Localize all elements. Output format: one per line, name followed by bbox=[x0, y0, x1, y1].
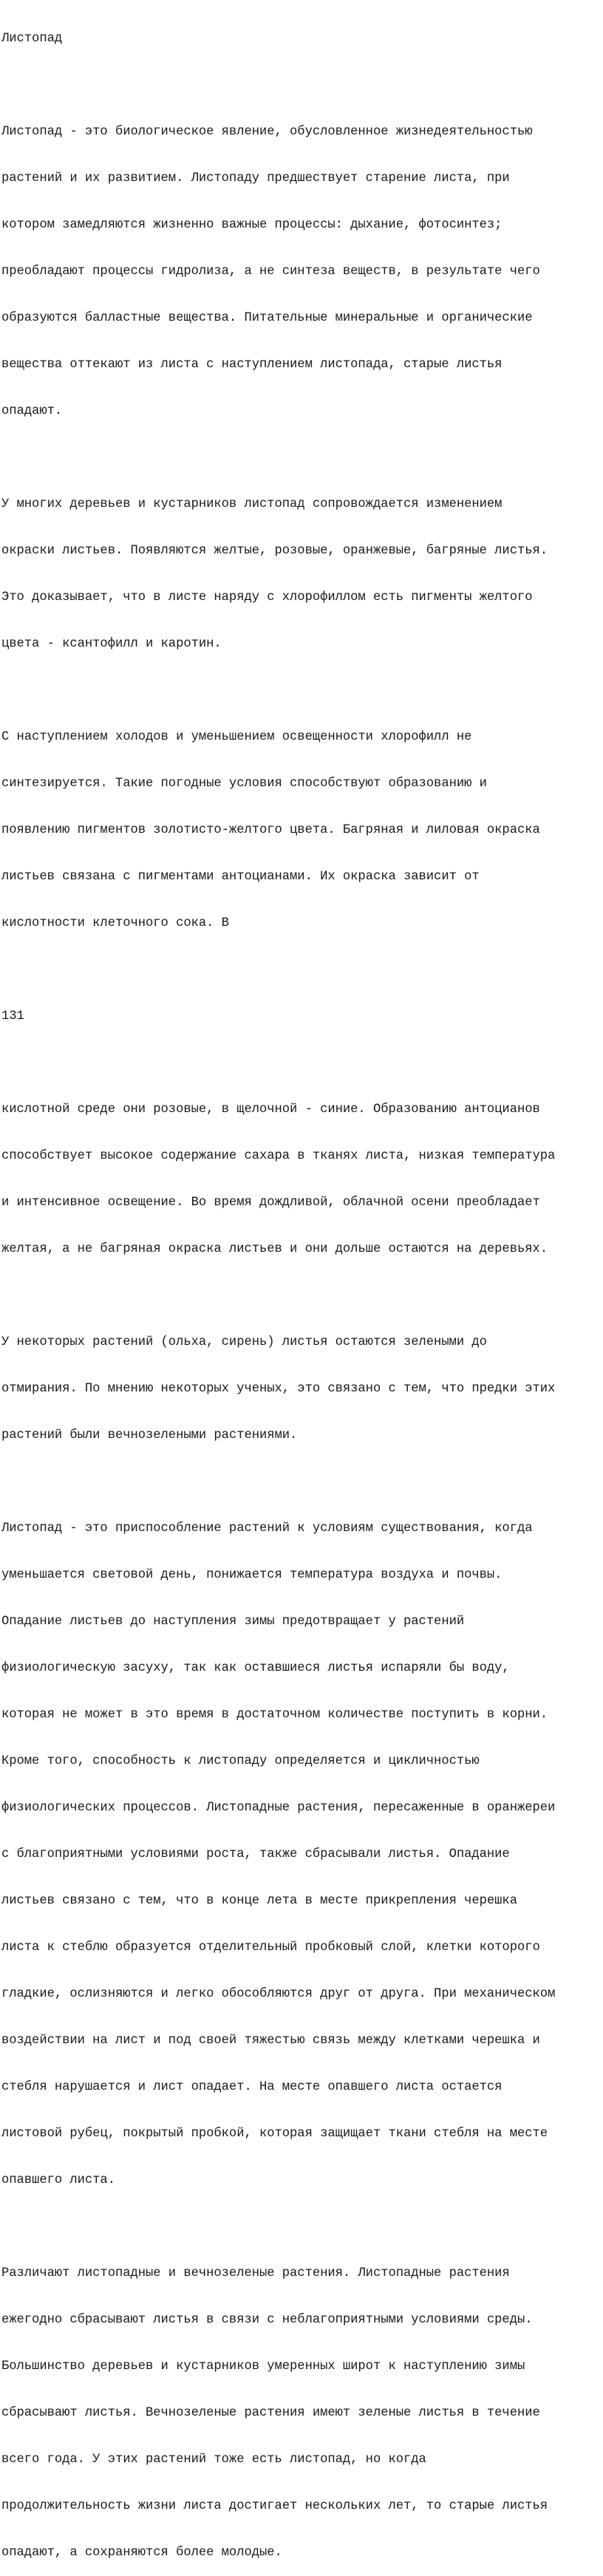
blank-line bbox=[1, 1055, 602, 1071]
text-line: Различают листопадные и вечнозеленые растения. Листопадные растения bbox=[1, 2266, 510, 2280]
text-line: Листопад - это приспособление растений к условиям существования, когда bbox=[1, 1522, 533, 1536]
text-line: окраски листьев. Появляются желтые, розовые, оранжевые, багряные листья. bbox=[1, 544, 548, 558]
text-line: Большинство деревьев и кустарников умеренных широт к наступлению зимы bbox=[1, 2359, 525, 2374]
text-line: кислотности клеточного сока. В bbox=[1, 916, 229, 930]
text-line: способствует высокое содержание сахара в тканях листа, низкая температура bbox=[1, 1149, 556, 1163]
text-line: растений были вечнозелеными растениями. bbox=[1, 1428, 298, 1442]
text-line: желтая, а не багряная окраска листьев и они дольше остаются на деревьях. bbox=[1, 1242, 548, 1256]
text-line: Опадание листьев до наступления зимы предотвращает у растений bbox=[1, 1615, 465, 1629]
text-line: кислотной среде они розовые, в щелочной - синие. Образованию антоцианов bbox=[1, 1103, 540, 1117]
text-line: цвета - ксантофилл и каротин. bbox=[1, 637, 222, 651]
text-line: листьев связано с тем, что в конце лета в месте прикрепления черешка bbox=[1, 1894, 517, 1908]
blank-line bbox=[1, 1288, 602, 1304]
text-line: с благоприятными условиями роста, также сбрасывали листья. Опадание bbox=[1, 1847, 510, 1861]
text-line: Это доказывает, что в листе наряду с хлорофиллом есть пигменты желтого bbox=[1, 590, 533, 604]
text-line: опадают. bbox=[1, 404, 63, 418]
blank-line bbox=[1, 2219, 602, 2235]
text-line: отмирания. По мнению некоторых ученых, это связано с тем, что предки этих bbox=[1, 1382, 556, 1396]
blank-line bbox=[1, 1474, 602, 1490]
text-line: которая не может в это время в достаточном количестве поступить в корни. bbox=[1, 1708, 548, 1722]
blank-line bbox=[1, 78, 602, 93]
text-line: Кроме того, способность к листопаду определяется и цикличностью bbox=[1, 1754, 480, 1768]
text-line: стебля нарушается и лист опадает. На месте опавшего листа остается bbox=[1, 2080, 502, 2094]
text-line: листьев связана с пигментами антоцианами. Их окраска зависит от bbox=[1, 870, 480, 884]
blank-line bbox=[1, 962, 602, 978]
document-title: Листопад bbox=[1, 32, 63, 46]
blank-line bbox=[1, 683, 602, 698]
text-line: физиологическую засуху, так как оставшиеся листья испаряли бы воду, bbox=[1, 1661, 510, 1675]
text-line: появлению пигментов золотисто-желтого цвета. Багряная и лиловая окраска bbox=[1, 823, 540, 837]
text-line: растений и их развитием. Листопаду предшествует старение листа, при bbox=[1, 171, 510, 185]
text-line: всего года. У этих растений тоже есть листопад, но когда bbox=[1, 2453, 426, 2467]
document-page bbox=[1, 0, 602, 2576]
text-line: листа к стеблю образуется отделительный пробковый слой, клетки которого bbox=[1, 1940, 540, 1955]
text-line: Листопад - это биологическое явление, обусловленное жизнедеятельностью bbox=[1, 125, 533, 139]
text-line: и интенсивное освещение. Во время дождливой, облачной осени преобладает bbox=[1, 1196, 540, 1210]
text-line: У некоторых растений (ольха, сирень) листья остаются зелеными до bbox=[1, 1335, 487, 1349]
text-line: уменьшается световой день, понижается температура воздуха и почвы. bbox=[1, 1568, 502, 1582]
text-line: котором замедляются жизненно важные процессы: дыхание, фотосинтез; bbox=[1, 218, 502, 232]
text-line: ежегодно сбрасывают листья в связи с неблагоприятными условиями среды. bbox=[1, 2313, 533, 2327]
text-line: физиологических процессов. Листопадные растения, пересаженные в оранжереи bbox=[1, 1801, 556, 1815]
text-line: опадают, а сохраняются более молодые. bbox=[1, 2546, 282, 2560]
page-number: 131 bbox=[1, 1009, 24, 1023]
text-line: синтезируется. Такие погодные условия способствуют образованию и bbox=[1, 777, 487, 791]
text-line: У многих деревьев и кустарников листопад сопровождается изменением bbox=[1, 497, 502, 511]
text-line: С наступлением холодов и уменьшением освещенности хлорофилл не bbox=[1, 730, 472, 744]
text-line: листовой рубец, покрытый пробкой, которая защищает ткани стебля на месте bbox=[1, 2127, 548, 2141]
text-line: вещества оттекают из листа с наступлением листопада, старые листья bbox=[1, 358, 502, 372]
text-line: гладкие, ослизняются и легко обособляются друг от друга. При механическом bbox=[1, 1987, 556, 2001]
text-line: воздействии на лист и под своей тяжестью связь между клетками черешка и bbox=[1, 2034, 540, 2048]
text-line: продолжительность жизни листа достигает нескольких лет, то старые листья bbox=[1, 2499, 548, 2513]
text-line: опавшего листа. bbox=[1, 2173, 115, 2187]
text-line: образуются балластные вещества. Питательные минеральные и органические bbox=[1, 311, 533, 325]
text-line: преобладают процессы гидролиза, а не синтеза веществ, в результате чего bbox=[1, 265, 540, 279]
text-line: сбрасывают листья. Вечнозеленые растения имеют зеленые листья в течение bbox=[1, 2406, 540, 2420]
blank-line bbox=[1, 450, 602, 466]
